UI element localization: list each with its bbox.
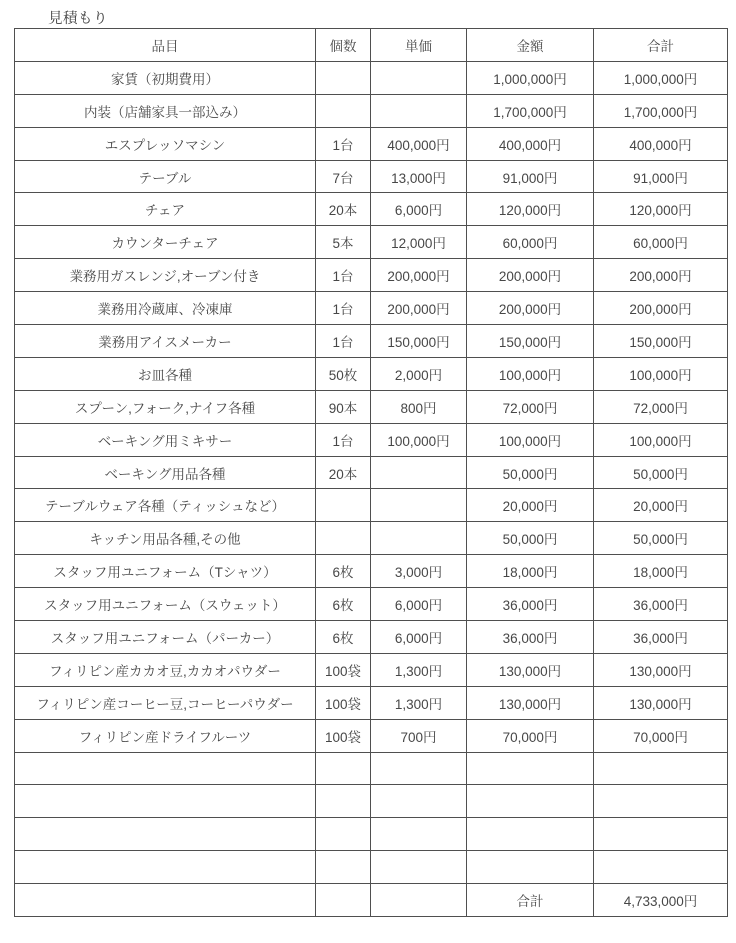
column-header-amount: 金額 — [467, 29, 594, 62]
cell-total — [594, 851, 728, 884]
cell-amount: 50,000円 — [467, 522, 594, 555]
table-row — [15, 61, 728, 94]
cell-item: 業務用冷蔵庫、冷凍庫 — [15, 292, 316, 325]
cell-total: 20,000円 — [594, 489, 728, 522]
grand-total-value: 4,733,000円 — [594, 884, 728, 917]
table-row — [15, 292, 728, 325]
cell-item — [15, 752, 316, 785]
table-row — [15, 193, 728, 226]
cell-qty: 5本 — [316, 226, 371, 259]
cell-item: スプーン,フォーク,ナイフ各種 — [15, 390, 316, 423]
cell-amount: 60,000円 — [467, 226, 594, 259]
cell-qty — [316, 94, 371, 127]
cell-qty: 1台 — [316, 259, 371, 292]
cell-unit-price — [371, 818, 467, 851]
cell-qty: 1台 — [316, 127, 371, 160]
cell-unit-price: 3,000円 — [371, 555, 467, 588]
cell-unit-price — [371, 884, 467, 917]
cell-item: フィリピン産ドライフルーツ — [15, 719, 316, 752]
cell-item — [15, 818, 316, 851]
cell-item — [15, 851, 316, 884]
cell-total: 150,000円 — [594, 325, 728, 358]
cell-total: 60,000円 — [594, 226, 728, 259]
page-title: 見積もり — [48, 11, 108, 27]
cell-total: 100,000円 — [594, 423, 728, 456]
cell-item: スタッフ用ユニフォーム（スウェット） — [15, 588, 316, 621]
cell-qty: 1台 — [316, 292, 371, 325]
table-row — [15, 686, 728, 719]
cell-total: 130,000円 — [594, 686, 728, 719]
cell-unit-price — [371, 851, 467, 884]
cell-item: テーブル — [15, 160, 316, 193]
cell-item: テーブルウェア各種（ティッシュなど） — [15, 489, 316, 522]
cell-amount: 200,000円 — [467, 292, 594, 325]
cell-amount: 18,000円 — [467, 555, 594, 588]
cell-qty: 1台 — [316, 423, 371, 456]
table-row — [15, 160, 728, 193]
cell-unit-price: 150,000円 — [371, 325, 467, 358]
cell-item: 内装（店舗家具一部込み） — [15, 94, 316, 127]
cell-total: 200,000円 — [594, 292, 728, 325]
cell-item: ベーキング用ミキサー — [15, 423, 316, 456]
table-row — [15, 226, 728, 259]
cell-qty — [316, 785, 371, 818]
cell-total: 120,000円 — [594, 193, 728, 226]
cell-unit-price: 13,000円 — [371, 160, 467, 193]
table-row — [15, 423, 728, 456]
cell-total: 36,000円 — [594, 588, 728, 621]
cell-item: フィリピン産カカオ豆,カカオパウダー — [15, 653, 316, 686]
cell-amount: 20,000円 — [467, 489, 594, 522]
cell-qty: 1台 — [316, 325, 371, 358]
cell-qty: 6枚 — [316, 588, 371, 621]
cell-total: 50,000円 — [594, 522, 728, 555]
cell-amount: 50,000円 — [467, 456, 594, 489]
cell-amount: 1,700,000円 — [467, 94, 594, 127]
cell-item: スタッフ用ユニフォーム（パーカー） — [15, 621, 316, 654]
cell-qty — [316, 884, 371, 917]
cell-qty — [316, 851, 371, 884]
cell-amount: 100,000円 — [467, 423, 594, 456]
cell-qty: 6枚 — [316, 555, 371, 588]
cell-item: お皿各種 — [15, 357, 316, 390]
cell-total: 130,000円 — [594, 653, 728, 686]
column-header-qty: 個数 — [316, 29, 371, 62]
cell-amount: 100,000円 — [467, 357, 594, 390]
cell-qty — [316, 522, 371, 555]
column-header-total: 合計 — [594, 29, 728, 62]
table-row — [15, 555, 728, 588]
cell-qty: 100袋 — [316, 686, 371, 719]
cell-unit-price: 1,300円 — [371, 653, 467, 686]
cell-amount — [467, 752, 594, 785]
table-row — [15, 719, 728, 752]
cell-qty: 20本 — [316, 193, 371, 226]
cell-item: 家賃（初期費用） — [15, 61, 316, 94]
cell-item: ベーキング用品各種 — [15, 456, 316, 489]
cell-total — [594, 818, 728, 851]
cell-total: 70,000円 — [594, 719, 728, 752]
table-row — [15, 818, 728, 851]
cell-unit-price: 2,000円 — [371, 357, 467, 390]
table-body — [15, 61, 728, 883]
table-row — [15, 851, 728, 884]
cell-qty: 50枚 — [316, 357, 371, 390]
table-row — [15, 259, 728, 292]
cell-amount — [467, 851, 594, 884]
cell-amount: 91,000円 — [467, 160, 594, 193]
table-row — [15, 94, 728, 127]
cell-amount: 200,000円 — [467, 259, 594, 292]
cell-unit-price: 200,000円 — [371, 292, 467, 325]
cell-unit-price: 6,000円 — [371, 621, 467, 654]
table-row — [15, 588, 728, 621]
cell-item: チェア — [15, 193, 316, 226]
table-row — [15, 357, 728, 390]
cell-amount: 72,000円 — [467, 390, 594, 423]
cell-unit-price: 6,000円 — [371, 193, 467, 226]
cell-unit-price — [371, 456, 467, 489]
cell-item: キッチン用品各種,その他 — [15, 522, 316, 555]
cell-unit-price — [371, 752, 467, 785]
table-row — [15, 325, 728, 358]
cell-qty: 100袋 — [316, 719, 371, 752]
table-row — [15, 127, 728, 160]
grand-total-label: 合計 — [467, 884, 594, 917]
header-row — [15, 29, 728, 62]
cell-amount: 150,000円 — [467, 325, 594, 358]
table-row — [15, 621, 728, 654]
cell-unit-price: 100,000円 — [371, 423, 467, 456]
cell-qty: 7台 — [316, 160, 371, 193]
grand-total-row — [15, 884, 728, 917]
cell-amount: 400,000円 — [467, 127, 594, 160]
cell-qty: 90本 — [316, 390, 371, 423]
cell-item: スタッフ用ユニフォーム（Tシャツ） — [15, 555, 316, 588]
table-row — [15, 489, 728, 522]
cell-total: 50,000円 — [594, 456, 728, 489]
cell-item: エスプレッソマシン — [15, 127, 316, 160]
cell-qty: 20本 — [316, 456, 371, 489]
cell-total: 91,000円 — [594, 160, 728, 193]
cell-unit-price: 700円 — [371, 719, 467, 752]
cell-total: 36,000円 — [594, 621, 728, 654]
cell-qty — [316, 489, 371, 522]
cell-item: フィリピン産コーヒー豆,コーヒーパウダー — [15, 686, 316, 719]
table-row — [15, 752, 728, 785]
cell-amount: 36,000円 — [467, 621, 594, 654]
cell-qty — [316, 818, 371, 851]
table-row — [15, 785, 728, 818]
cell-unit-price: 800円 — [371, 390, 467, 423]
cell-total: 200,000円 — [594, 259, 728, 292]
cell-amount: 130,000円 — [467, 653, 594, 686]
cell-amount: 36,000円 — [467, 588, 594, 621]
cell-total: 400,000円 — [594, 127, 728, 160]
estimate-table — [14, 28, 728, 917]
column-header-item: 品目 — [15, 29, 316, 62]
cell-total: 72,000円 — [594, 390, 728, 423]
cell-item: 業務用ガスレンジ,オーブン付き — [15, 259, 316, 292]
cell-unit-price: 200,000円 — [371, 259, 467, 292]
cell-item — [15, 884, 316, 917]
cell-qty: 100袋 — [316, 653, 371, 686]
table-row — [15, 390, 728, 423]
cell-total: 1,700,000円 — [594, 94, 728, 127]
cell-unit-price: 400,000円 — [371, 127, 467, 160]
cell-total: 100,000円 — [594, 357, 728, 390]
column-header-unit-price: 単価 — [371, 29, 467, 62]
cell-unit-price — [371, 522, 467, 555]
cell-total: 18,000円 — [594, 555, 728, 588]
cell-unit-price — [371, 489, 467, 522]
cell-unit-price: 6,000円 — [371, 588, 467, 621]
cell-qty — [316, 752, 371, 785]
cell-amount — [467, 785, 594, 818]
cell-unit-price — [371, 61, 467, 94]
cell-qty: 6枚 — [316, 621, 371, 654]
cell-unit-price — [371, 94, 467, 127]
cell-amount: 1,000,000円 — [467, 61, 594, 94]
cell-total — [594, 785, 728, 818]
table-row — [15, 653, 728, 686]
cell-amount: 130,000円 — [467, 686, 594, 719]
cell-amount: 70,000円 — [467, 719, 594, 752]
cell-item — [15, 785, 316, 818]
cell-unit-price: 12,000円 — [371, 226, 467, 259]
cell-unit-price: 1,300円 — [371, 686, 467, 719]
cell-amount — [467, 818, 594, 851]
cell-total — [594, 752, 728, 785]
cell-unit-price — [371, 785, 467, 818]
table-row — [15, 522, 728, 555]
cell-qty — [316, 61, 371, 94]
cell-item: 業務用アイスメーカー — [15, 325, 316, 358]
cell-amount: 120,000円 — [467, 193, 594, 226]
cell-total: 1,000,000円 — [594, 61, 728, 94]
cell-item: カウンターチェア — [15, 226, 316, 259]
table-row — [15, 456, 728, 489]
